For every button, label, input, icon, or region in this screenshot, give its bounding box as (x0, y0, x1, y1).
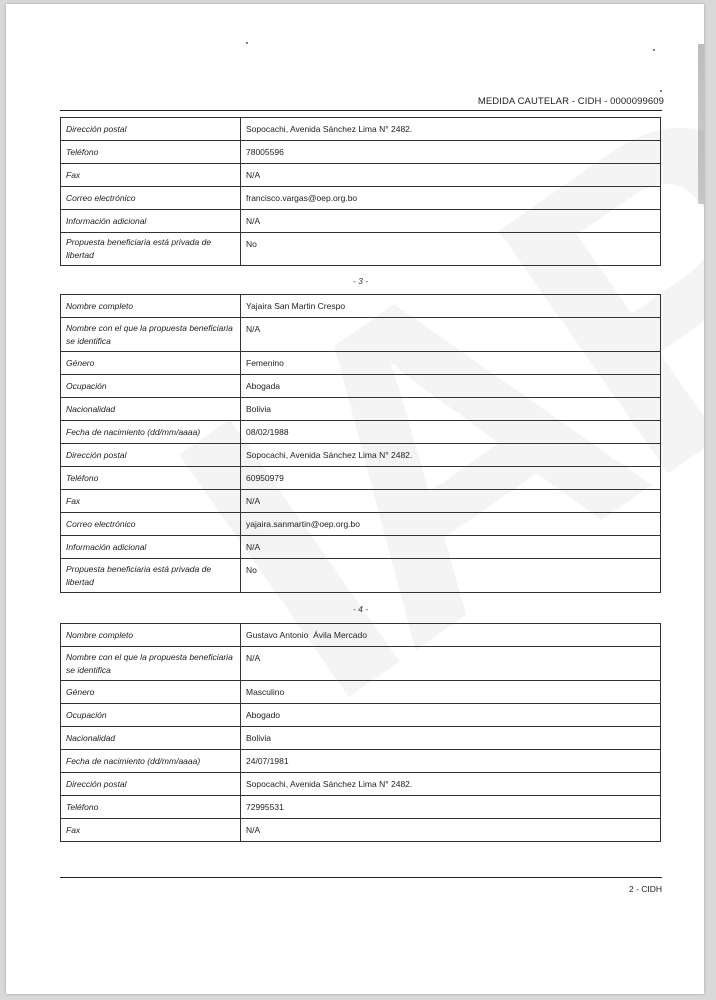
row-value: Abogada (241, 375, 661, 398)
row-label: Ocupación (61, 375, 241, 398)
row-label: Teléfono (61, 467, 241, 490)
table-row (61, 750, 661, 773)
table-row (61, 164, 661, 187)
row-label: Nacionalidad (61, 398, 241, 421)
row-value: Femenino (241, 352, 661, 375)
row-label: Dirección postal (61, 773, 241, 796)
row-value: N/A (241, 536, 661, 559)
row-label: Nombre completo (61, 624, 241, 647)
row-label: Fax (61, 819, 241, 842)
row-label: Nombre completo (61, 295, 241, 318)
row-value: Sopocachi, Avenida Sánchez Lima N° 2482. (241, 773, 661, 796)
row-value: Gustavo Antonio Ávila Mercado (241, 624, 661, 647)
table-row (61, 141, 661, 164)
row-label: Teléfono (61, 796, 241, 819)
row-label: Correo electrónico (61, 513, 241, 536)
row-value: N/A (241, 164, 661, 187)
table-row (61, 467, 661, 490)
row-value: 60950979 (241, 467, 661, 490)
row-label: Género (61, 681, 241, 704)
document-page (6, 4, 704, 994)
row-label: Correo electrónico (61, 187, 241, 210)
scan-speck (660, 90, 662, 92)
row-value: Sopocachi, Avenida Sánchez Lima N° 2482. (241, 118, 661, 141)
row-label: Dirección postal (61, 444, 241, 467)
table-row (61, 773, 661, 796)
table-row (61, 796, 661, 819)
table-row (61, 295, 661, 318)
row-value: Abogado (241, 704, 661, 727)
table-row (61, 210, 661, 233)
row-value: N/A (241, 647, 661, 681)
row-label: Fecha de nacimiento (dd/mm/aaaa) (61, 421, 241, 444)
row-value: 72995531 (241, 796, 661, 819)
table-row (61, 118, 661, 141)
beneficiary-table-3 (60, 294, 661, 593)
row-value: N/A (241, 490, 661, 513)
table-row (61, 375, 661, 398)
row-value: Bolivia (241, 727, 661, 750)
section-number: - 4 - (352, 604, 369, 614)
scan-speck (653, 49, 655, 51)
row-label: Nombre con el que la propuesta beneficiaria se identifica (61, 318, 241, 352)
table-row (61, 819, 661, 842)
row-value: 08/02/1988 (241, 421, 661, 444)
row-label: Fecha de nacimiento (dd/mm/aaaa) (61, 750, 241, 773)
row-value: N/A (241, 819, 661, 842)
beneficiary-table-4 (60, 623, 661, 842)
header-rule (60, 110, 662, 111)
table-row (61, 513, 661, 536)
row-value: N/A (241, 210, 661, 233)
scroll-edge (698, 44, 704, 204)
row-label: Ocupación (61, 704, 241, 727)
row-label: Información adicional (61, 536, 241, 559)
table-row (61, 421, 661, 444)
row-label: Fax (61, 164, 241, 187)
row-label: Nombre con el que la propuesta beneficiaria se identifica (61, 647, 241, 681)
row-label: Nacionalidad (61, 727, 241, 750)
section-number: - 3 - (352, 276, 369, 286)
table-row (61, 352, 661, 375)
row-value: francisco.vargas@oep.org.bo (241, 187, 661, 210)
row-value: Bolivia (241, 398, 661, 421)
row-label: Propuesta beneficiaria está privada de libertad (61, 559, 241, 593)
table-row (61, 559, 661, 593)
row-value: N/A (241, 318, 661, 352)
beneficiary-table-2-continued (60, 117, 661, 266)
table-row (61, 647, 661, 681)
row-label: Propuesta beneficiaria está privada de libertad (61, 233, 241, 266)
scan-speck (246, 42, 248, 44)
footer-rule (60, 877, 662, 878)
document-header-title: MEDIDA CAUTELAR - CIDH - 0000099609 (477, 96, 664, 107)
row-value: 24/07/1981 (241, 750, 661, 773)
row-label: Información adicional (61, 210, 241, 233)
table-row (61, 318, 661, 352)
row-value: No (241, 233, 661, 266)
row-label: Teléfono (61, 141, 241, 164)
table-row (61, 398, 661, 421)
table-row (61, 444, 661, 467)
table-row (61, 704, 661, 727)
row-value: Yajaira San Martin Crespo (241, 295, 661, 318)
row-label: Género (61, 352, 241, 375)
table-row (61, 727, 661, 750)
table-row (61, 187, 661, 210)
row-value: yajaira.sanmartin@oep.org.bo (241, 513, 661, 536)
table-row (61, 624, 661, 647)
table-row (61, 681, 661, 704)
footer-page-label: 2 - CIDH (628, 884, 662, 894)
row-value: Sopocachi, Avenida Sánchez Lima N° 2482. (241, 444, 661, 467)
row-value: Masculino (241, 681, 661, 704)
table-row (61, 536, 661, 559)
table-row (61, 490, 661, 513)
row-label: Dirección postal (61, 118, 241, 141)
row-value: 78005596 (241, 141, 661, 164)
row-label: Fax (61, 490, 241, 513)
row-value: No (241, 559, 661, 593)
table-row (61, 233, 661, 266)
